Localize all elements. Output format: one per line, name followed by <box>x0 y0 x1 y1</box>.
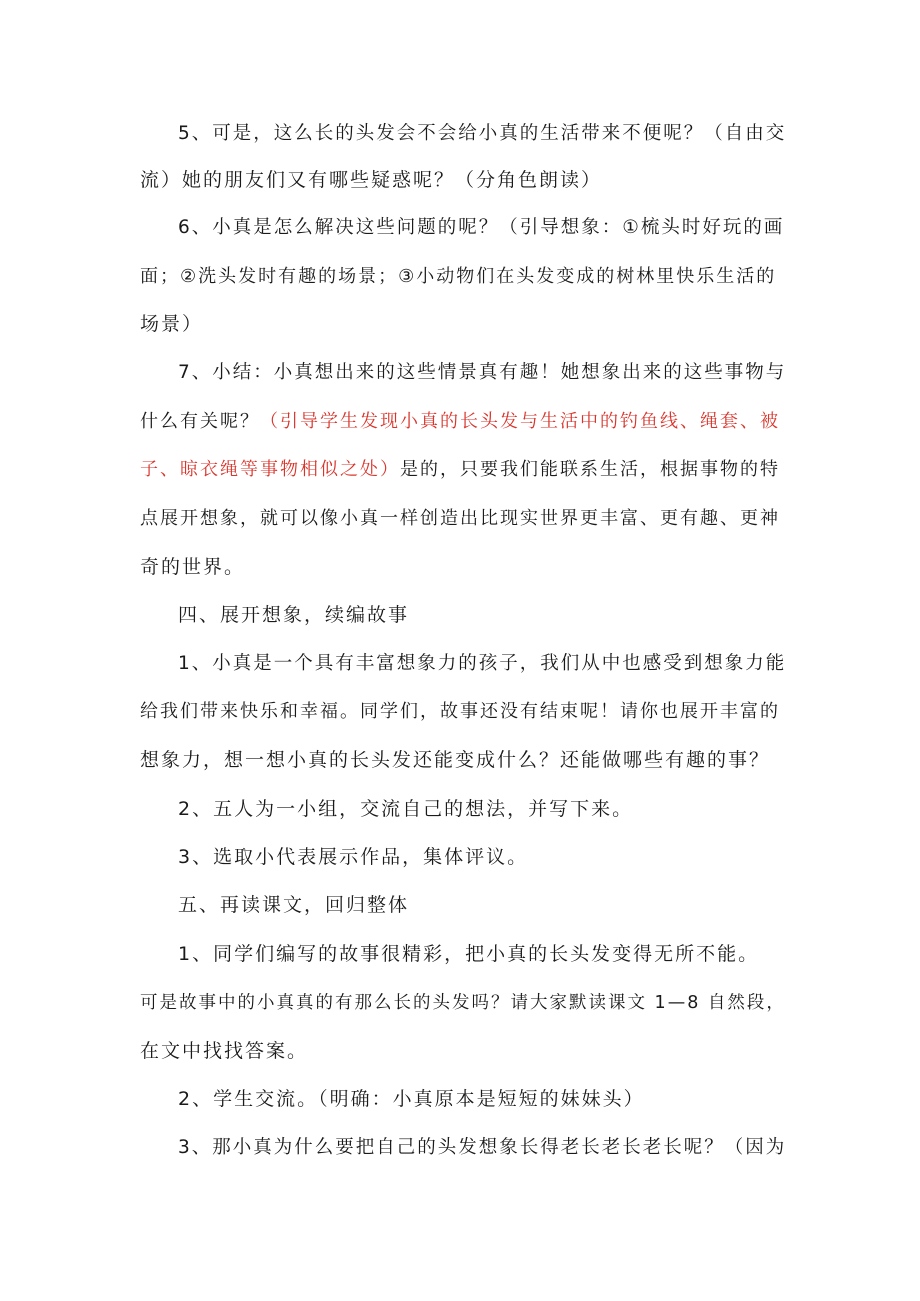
highlighted-guidance-text-continued: 子、晾衣绳等事物相似之处） <box>140 459 400 480</box>
paragraph-5-line-2: 流）她的朋友们又有哪些疑惑呢？（分角色朗读） <box>140 169 603 191</box>
section-4-item-1-line-1: 1、小真是一个具有丰富想象力的孩子，我们从中也感受到想象力能 <box>178 653 787 674</box>
paragraph-7-line-1: 7、小结：小真想出来的这些情景真有趣！她想象出来的这些事物与 <box>178 362 787 383</box>
section-4-item-1-line-2: 给我们带来快乐和幸福。同学们，故事还没有结束呢！请你也展开丰富的 <box>140 701 780 722</box>
paragraph-7-question: 什么有关呢？ <box>140 411 260 432</box>
paragraph-7-line-4: 点展开想象，就可以像小真一样创造出比现实世界更丰富、更有趣、更神 <box>140 508 780 529</box>
section-4-item-2: 2、五人为一小组，交流自己的想法，并写下来。 <box>178 798 634 820</box>
section-5-item-1-line-3: 在文中找找答案。 <box>140 1040 309 1062</box>
section-5-item-2: 2、学生交流。（明确：小真原本是短短的妹妹头） <box>178 1088 645 1110</box>
paragraph-7-line-5: 奇的世界。 <box>140 556 246 578</box>
paragraph-7-line-3 <box>140 457 780 483</box>
section-heading-5: 五、再读课文，回归整体 <box>178 894 410 916</box>
paragraph-5-line-1: 5、可是，这么长的头发会不会给小真的生活带来不便呢？（自由交 <box>178 123 787 144</box>
paragraph-6-line-1: 6、小真是怎么解决这些问题的呢？（引导想象：①梳头时好玩的画 <box>178 217 785 238</box>
paragraph-6-line-2: 面；②洗头发时有趣的场景；③小动物们在头发变成的树林里快乐生活的 <box>140 266 777 287</box>
section-5-item-1-line-2: 可是故事中的小真真的有那么长的头发吗？请大家默读课文 1—8 自然段， <box>140 993 786 1013</box>
highlighted-guidance-text: （引导学生发现小真的长头发与生活中的钓鱼线、绳套、被 <box>260 411 780 432</box>
section-heading-4: 四、展开想象，续编故事 <box>178 604 410 626</box>
section-5-item-1-line-1: 1、同学们编写的故事很精彩，把小真的长头发变得无所不能。 <box>178 943 760 965</box>
section-4-item-1-line-3: 想象力，想一想小真的长头发还能变成什么？还能做哪些有趣的事？ <box>140 749 771 771</box>
section-4-item-3: 3、选取小代表展示作品，集体评议。 <box>178 846 529 868</box>
paragraph-7-answer: 是的，只要我们能联系生活，根据事物的特 <box>400 459 780 480</box>
section-5-item-3: 3、那小真为什么要把自己的头发想象长得老长老长老长呢？（因为 <box>178 1137 787 1158</box>
paragraph-6-line-3: 场景） <box>140 313 204 335</box>
paragraph-7-line-2 <box>140 409 780 435</box>
